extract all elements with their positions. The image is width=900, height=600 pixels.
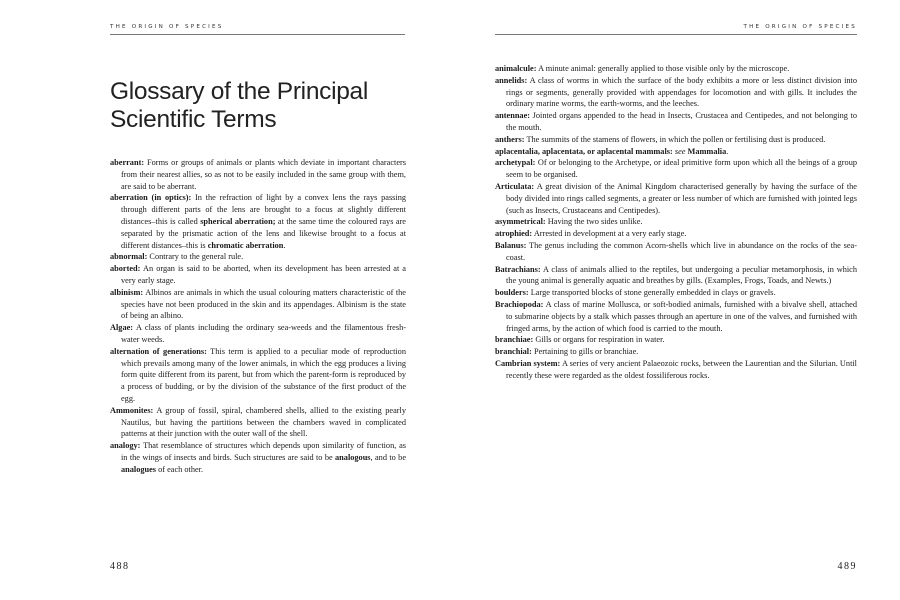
glossary-definition: A class of plants including the ordinary sea-weeds and the filamentous fresh-water weeds. [121, 323, 406, 344]
emphasized-term: analogues [121, 464, 157, 474]
glossary-definition: Gills or organs for respiration in water. [535, 335, 665, 345]
glossary-entry [495, 146, 857, 158]
glossary-entry [110, 157, 406, 192]
glossary-definition: Having the two sides unlike. [547, 217, 643, 227]
glossary-term: Algae: [110, 323, 134, 333]
glossary-definition: A class of marine Mollusca, or soft-bodied animals, furnished with a bivalve shell, attached to submarine objects by a stalk which passes through an aperture in one of the valves, and furnished with fringed arms, by the action of which food is carried to the mouth. [506, 299, 857, 333]
page-title [110, 78, 368, 134]
title-line: Scientific Terms [110, 106, 277, 133]
glossary-entry [495, 63, 857, 75]
header-rule [110, 34, 405, 35]
glossary-definition: . [283, 240, 286, 250]
glossary-entry [110, 405, 406, 440]
glossary-term: albinism: [110, 287, 144, 297]
glossary-definition: Of or belonging to the Archetype, or ideal primitive form upon which all the beings of a group seem to be organised. [506, 158, 857, 180]
glossary-term: Balanus: [495, 240, 527, 250]
glossary-definition: Forms or groups of animals or plants which deviate in important characters from their nearest allies, so as not to be easily included in the same group with them, are said to be aberrant. [121, 158, 406, 191]
glossary-entry [495, 134, 857, 146]
glossary-entry [495, 346, 857, 358]
glossary-definition: Large transported blocks of stone generally embedded in clays or gravels. [530, 288, 776, 298]
glossary-definition: The summits of the stamens of flowers, in which the pollen or fertilising dust is produced. [526, 134, 826, 144]
glossary-entry [495, 75, 857, 110]
glossary-term: alternation of generations: [110, 346, 207, 356]
glossary-definition: The genus including the common Acorn-shells which live in abundance on the rocks of the sea-coast. [506, 240, 857, 262]
glossary-term: Brachiopoda: [495, 299, 544, 309]
glossary-term: anthers: [495, 134, 525, 144]
glossary-definition: of each other. [158, 464, 204, 474]
glossary-entry [495, 287, 857, 299]
glossary-entry [495, 334, 857, 346]
glossary-entry [110, 192, 406, 251]
glossary-term: branchiae: [495, 335, 534, 345]
glossary-entry [495, 240, 857, 264]
glossary-definition: In the refraction of light by a convex lens the rays passing through different parts of the lens are brought to a focus at slightly different distances–this is called [121, 193, 407, 226]
glossary-entry [110, 322, 406, 346]
glossary-entry [110, 287, 406, 322]
page-number: 489 [837, 561, 857, 572]
see-reference: see [674, 146, 686, 156]
glossary-entries [110, 157, 406, 476]
glossary-definition: This term is applied to a peculiar mode of reproduction which prevails among many of the lower animals, in which the egg produces a living form quite different from its parent, but from which the parent-form is reproduced by a process of budding, or by the division of the substance of the first product of the egg. [121, 346, 406, 403]
glossary-entries [495, 63, 857, 382]
running-head: THE ORIGIN OF SPECIES [110, 24, 224, 30]
glossary-entry [495, 264, 857, 288]
glossary-term: analogy: [110, 441, 141, 451]
glossary-definition: Jointed organs appended to the head in Insects, Crustacea and Centipedes, and not belonging to the mouth. [506, 111, 857, 132]
emphasized-term: analogous [335, 452, 371, 462]
glossary-term: Batrachians: [495, 264, 541, 274]
running-head: THE ORIGIN OF SPECIES [743, 24, 857, 30]
glossary-term: archetypal: [495, 158, 536, 168]
glossary-definition: A minute animal: generally applied to those visible only by the microscope. [538, 64, 790, 73]
glossary-entry [495, 110, 857, 134]
glossary-definition: That resemblance of structures which depends upon similarity of function, as in the wings of insects and birds. Such structures are said to be [121, 441, 406, 462]
glossary-entry [495, 181, 857, 216]
glossary-term: branchial: [495, 347, 532, 357]
title-line: Glossary of the Principal [110, 78, 369, 105]
glossary-definition: A series of very ancient Palaeozoic rocks, between the Laurentian and the Silurian. Until recently these were regarded as the oldest fossiliferous rocks. [506, 358, 857, 380]
glossary-term: boulders: [495, 288, 529, 298]
cross-reference-term: Mammalia [687, 146, 727, 156]
glossary-definition: A great division of the Animal Kingdom characterised generally by having the surface of the body divided into rings called segments, a greater or less number of which are furnished with jointed legs (such as Insects, Crustaceans and Centipedes). [506, 181, 857, 215]
glossary-term: abnormal: [110, 252, 148, 262]
glossary-term: asymmetrical: [495, 217, 546, 227]
glossary-definition: An organ is said to be aborted, when its development has been arrested at a very early stage. [121, 264, 406, 285]
glossary-definition: Contrary to the general rule. [149, 252, 244, 262]
glossary-term: aberration (in optics): [110, 193, 192, 203]
glossary-definition: Arrested in development at a very early stage. [533, 229, 687, 239]
glossary-term: Ammonites: [110, 405, 154, 415]
glossary-entry [110, 251, 406, 263]
glossary-definition: , and to be [370, 452, 407, 462]
page-number: 488 [110, 561, 130, 572]
glossary-entry [495, 299, 857, 334]
glossary-definition: . [726, 146, 729, 156]
glossary-entry [495, 358, 857, 382]
glossary-term: aborted: [110, 264, 141, 274]
glossary-definition: at the same time the coloured rays are separated by the prismatic action of the lens and likewise brought to a focus at different distances–this is [121, 216, 406, 250]
glossary-term: animalcule: [495, 64, 537, 73]
glossary-entry [110, 263, 406, 287]
glossary-definition: A group of fossil, spiral, chambered shells, allied to the existing pearly Nautilus, but having the partitions between the chambers waved in complicated patterns at their junction with the outer wall of the shell. [121, 405, 406, 439]
glossary-entry [110, 346, 406, 405]
glossary-term: Cambrian system: [495, 358, 561, 368]
glossary-term: antennae: [495, 111, 531, 121]
right-page [450, 0, 900, 600]
header-rule [495, 34, 857, 35]
glossary-term: Articulata: [495, 181, 535, 191]
glossary-entry [495, 216, 857, 228]
glossary-definition: A class of worms in which the surface of the body exhibits a more or less distinct division into rings or segments, generally provided with appendages for locomotion and with gills. It includes the ordinary marine worms, the earth-worms, and the leeches. [506, 75, 857, 109]
emphasized-term: spherical aberration; [200, 216, 276, 226]
glossary-term: annelids: [495, 75, 528, 85]
glossary-definition: Pertaining to gills or branchiae. [533, 347, 639, 357]
emphasized-term: chromatic aberration [207, 240, 284, 250]
glossary-entry [495, 157, 857, 181]
glossary-definition: Albinos are animals in which the usual colouring matters characteristic of the species have not been produced in the skin and its appendages. Albinism is the state of being an albino. [121, 287, 406, 321]
glossary-entry [110, 440, 406, 475]
glossary-entry [495, 228, 857, 240]
glossary-term: aplacentalia, aplacentata, or aplacental mammals: [495, 146, 673, 156]
glossary-term: atrophied: [495, 229, 533, 239]
glossary-term: aberrant: [110, 158, 145, 167]
glossary-definition: A class of animals allied to the reptiles, but undergoing a peculiar metamorphosis, in which the young animal is generally aquatic and breathes by gills. (Examples, Frogs, Toads, and Newts.) [506, 264, 858, 286]
